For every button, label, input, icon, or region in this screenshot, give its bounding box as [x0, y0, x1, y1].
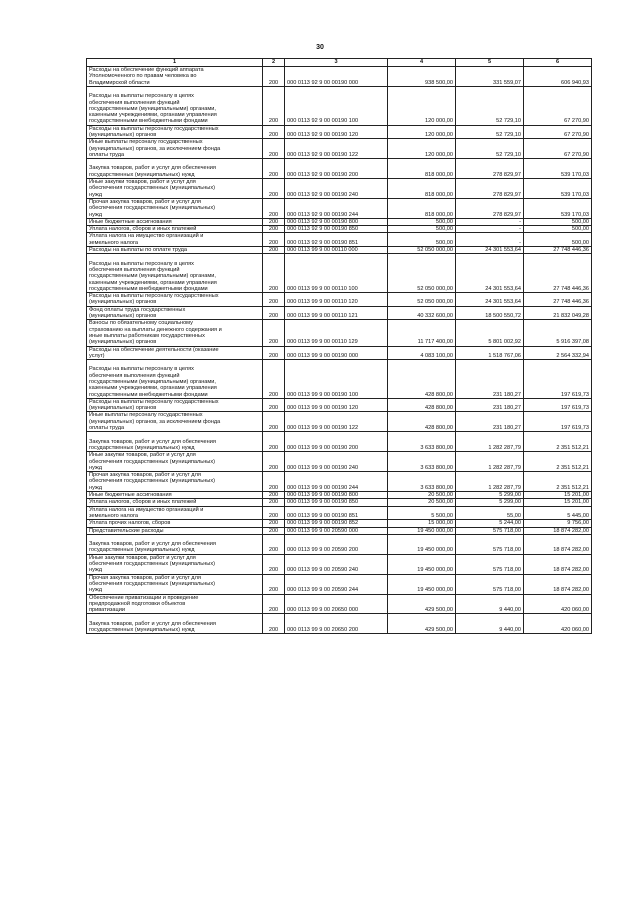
- budget-code-cell: 000 0113 92 9 00 00190 800: [285, 218, 388, 225]
- unexecuted-amount-cell: 539 170,03: [524, 179, 592, 199]
- executed-amount-cell: 331 559,07: [456, 67, 524, 87]
- unexecuted-amount-cell: 2 351 512,21: [524, 472, 592, 492]
- expense-name-cell: Уплата налога на имущество организаций и земельного налога: [87, 506, 263, 520]
- line-code-cell: 200: [263, 218, 285, 225]
- approved-amount-cell: 428 800,00: [388, 398, 456, 412]
- approved-amount-cell: 3 633 800,00: [388, 472, 456, 492]
- executed-amount-cell: 24 301 553,64: [456, 293, 524, 307]
- expense-name-cell: Расходы на выплаты персоналу в целях обеспечения выполнения функций государственными (муниципальными) органами, казенными учреждениями, органами управления государственными внебюджетными фондами: [87, 86, 263, 125]
- table-row: [87, 139, 592, 159]
- expense-name-cell: Расходы на выплаты по оплате труда: [87, 247, 263, 254]
- line-code-cell: 200: [263, 159, 285, 179]
- approved-amount-cell: 818 000,00: [388, 198, 456, 218]
- approved-amount-cell: 120 000,00: [388, 125, 456, 139]
- expense-name-cell: Представительские расходы: [87, 527, 263, 534]
- unexecuted-amount-cell: 67 270,90: [524, 86, 592, 125]
- expense-name-cell: Взносы по обязательному социальному страхованию на выплаты денежного содержания и иные выплаты работникам государственных (муниципальных) органов: [87, 320, 263, 346]
- table-row: [87, 614, 592, 634]
- executed-amount-cell: 55,00: [456, 506, 524, 520]
- executed-amount-cell: 24 301 553,64: [456, 254, 524, 293]
- expense-name-cell: Иные закупки товаров, работ и услуг для обеспечения государственных (муниципальных) нужд: [87, 179, 263, 199]
- executed-amount-cell: 52 729,10: [456, 86, 524, 125]
- budget-code-cell: 000 0113 92 9 00 00190 200: [285, 159, 388, 179]
- column-header: 2: [263, 59, 285, 67]
- expense-name-cell: Расходы на выплаты персоналу государственных (муниципальных) органов: [87, 398, 263, 412]
- approved-amount-cell: 20 500,00: [388, 499, 456, 506]
- line-code-cell: 200: [263, 594, 285, 614]
- unexecuted-amount-cell: 197 619,73: [524, 412, 592, 432]
- unexecuted-amount-cell: 27 748 446,36: [524, 293, 592, 307]
- expense-name-cell: Закупка товаров, работ и услуг для обеспечения государственных (муниципальных) нужд: [87, 534, 263, 554]
- unexecuted-amount-cell: 18 874 282,00: [524, 554, 592, 574]
- budget-code-cell: 000 0113 99 9 00 00190 200: [285, 432, 388, 452]
- budget-code-cell: 000 0113 99 9 00 00190 122: [285, 412, 388, 432]
- unexecuted-amount-cell: 539 170,03: [524, 198, 592, 218]
- expense-name-cell: Расходы на выплаты персоналу в целях обеспечения выполнения функций государственными (муниципальными) органами, казенными учреждениями, органами управления государственными внебюджетными фондами: [87, 254, 263, 293]
- table-row: [87, 554, 592, 574]
- line-code-cell: 200: [263, 452, 285, 472]
- approved-amount-cell: 19 450 000,00: [388, 527, 456, 534]
- expense-name-cell: Обеспечение приватизации и проведение предпродажной подготовки объектов приватизации: [87, 594, 263, 614]
- table-body: [87, 67, 592, 634]
- table-row: [87, 125, 592, 139]
- table-row: [87, 432, 592, 452]
- budget-code-cell: 000 0113 92 9 00 00190 244: [285, 198, 388, 218]
- line-code-cell: 200: [263, 412, 285, 432]
- line-code-cell: 200: [263, 506, 285, 520]
- unexecuted-amount-cell: 420 060,00: [524, 614, 592, 634]
- expense-name-cell: Уплата налога на имущество организаций и земельного налога: [87, 233, 263, 247]
- budget-code-cell: 000 0113 99 9 00 20590 240: [285, 554, 388, 574]
- unexecuted-amount-cell: 539 170,03: [524, 159, 592, 179]
- budget-code-cell: 000 0113 92 9 00 00190 850: [285, 226, 388, 233]
- budget-code-cell: 000 0113 92 9 00 00190 000: [285, 67, 388, 87]
- approved-amount-cell: 120 000,00: [388, 139, 456, 159]
- table-row: [87, 320, 592, 346]
- budget-code-cell: 000 0113 92 9 00 00190 851: [285, 233, 388, 247]
- budget-code-cell: 000 0113 99 9 00 00190 852: [285, 520, 388, 527]
- executed-amount-cell: 1 282 287,79: [456, 452, 524, 472]
- column-header: 6: [524, 59, 592, 67]
- expense-name-cell: Прочая закупка товаров, работ и услуг для обеспечения государственных (муниципальных) нужд: [87, 472, 263, 492]
- line-code-cell: 200: [263, 67, 285, 87]
- approved-amount-cell: 52 050 000,00: [388, 254, 456, 293]
- budget-code-cell: 000 0113 99 9 00 00110 100: [285, 254, 388, 293]
- expense-name-cell: Иные закупки товаров, работ и услуг для обеспечения государственных (муниципальных) нужд: [87, 452, 263, 472]
- budget-code-cell: 000 0113 99 9 00 00190 800: [285, 492, 388, 499]
- approved-amount-cell: 15 000,00: [388, 520, 456, 527]
- budget-code-cell: 000 0113 99 9 00 20650 200: [285, 614, 388, 634]
- approved-amount-cell: 19 450 000,00: [388, 574, 456, 594]
- budget-code-cell: 000 0113 99 9 00 00190 240: [285, 452, 388, 472]
- table-row: [87, 412, 592, 432]
- line-code-cell: 200: [263, 574, 285, 594]
- budget-code-cell: 000 0113 99 9 00 20590 000: [285, 527, 388, 534]
- budget-code-cell: 000 0113 99 9 00 00110 129: [285, 320, 388, 346]
- expense-name-cell: Иные бюджетные ассигнования: [87, 492, 263, 499]
- budget-code-cell: 000 0113 99 9 00 00190 100: [285, 360, 388, 399]
- approved-amount-cell: 5 500,00: [388, 506, 456, 520]
- executed-amount-cell: 231 180,27: [456, 360, 524, 399]
- table-row: [87, 527, 592, 534]
- table-row: [87, 254, 592, 293]
- line-code-cell: 200: [263, 472, 285, 492]
- expense-name-cell: Уплата прочих налогов, сборов: [87, 520, 263, 527]
- table-row: [87, 574, 592, 594]
- approved-amount-cell: 52 050 000,00: [388, 293, 456, 307]
- budget-code-cell: 000 0113 92 9 00 00190 122: [285, 139, 388, 159]
- line-code-cell: 200: [263, 293, 285, 307]
- expense-name-cell: Уплата налогов, сборов и иных платежей: [87, 226, 263, 233]
- unexecuted-amount-cell: 2 351 512,21: [524, 432, 592, 452]
- table-row: [87, 306, 592, 320]
- line-code-cell: 200: [263, 346, 285, 360]
- approved-amount-cell: 120 000,00: [388, 86, 456, 125]
- line-code-cell: 200: [263, 520, 285, 527]
- executed-amount-cell: 5 801 002,92: [456, 320, 524, 346]
- line-code-cell: 200: [263, 499, 285, 506]
- executed-amount-cell: -: [456, 233, 524, 247]
- executed-amount-cell: 5 244,00: [456, 520, 524, 527]
- budget-code-cell: 000 0113 99 9 00 20590 244: [285, 574, 388, 594]
- expense-name-cell: Иные выплаты персоналу государственных (муниципальных) органов, за исключением фонда оплаты труда: [87, 139, 263, 159]
- expense-name-cell: Расходы на обеспечение деятельности (оказание услуг): [87, 346, 263, 360]
- column-header: 4: [388, 59, 456, 67]
- table-row: [87, 179, 592, 199]
- executed-amount-cell: 9 440,00: [456, 614, 524, 634]
- expense-name-cell: Фонд оплаты труда государственных (муниципальных) органов: [87, 306, 263, 320]
- table-row: [87, 452, 592, 472]
- unexecuted-amount-cell: 21 832 049,28: [524, 306, 592, 320]
- budget-code-cell: 000 0113 99 9 00 20590 200: [285, 534, 388, 554]
- table-row: [87, 506, 592, 520]
- line-code-cell: 200: [263, 125, 285, 139]
- line-code-cell: 200: [263, 254, 285, 293]
- approved-amount-cell: 500,00: [388, 233, 456, 247]
- expense-name-cell: Расходы на обеспечение функций аппарата Уполномоченного по правам человека во Владимирской области: [87, 67, 263, 87]
- executed-amount-cell: -: [456, 218, 524, 225]
- table-row: [87, 346, 592, 360]
- executed-amount-cell: 575 718,00: [456, 527, 524, 534]
- approved-amount-cell: 11 717 400,00: [388, 320, 456, 346]
- unexecuted-amount-cell: 27 748 446,36: [524, 247, 592, 254]
- table-row: [87, 218, 592, 225]
- approved-amount-cell: 3 633 800,00: [388, 432, 456, 452]
- table-row: [87, 293, 592, 307]
- approved-amount-cell: 938 500,00: [388, 67, 456, 87]
- expense-name-cell: Иные выплаты персоналу государственных (муниципальных) органов, за исключением фонда оплаты труда: [87, 412, 263, 432]
- budget-code-cell: 000 0113 99 9 00 00190 244: [285, 472, 388, 492]
- unexecuted-amount-cell: 420 060,00: [524, 594, 592, 614]
- line-code-cell: 200: [263, 139, 285, 159]
- expense-name-cell: Прочая закупка товаров, работ и услуг для обеспечения государственных (муниципальных) нужд: [87, 574, 263, 594]
- approved-amount-cell: 19 450 000,00: [388, 534, 456, 554]
- unexecuted-amount-cell: 500,00: [524, 218, 592, 225]
- unexecuted-amount-cell: 67 270,90: [524, 139, 592, 159]
- budget-code-cell: 000 0113 99 9 00 00110 000: [285, 247, 388, 254]
- unexecuted-amount-cell: 9 756,00: [524, 520, 592, 527]
- approved-amount-cell: 429 500,00: [388, 594, 456, 614]
- column-header: 3: [285, 59, 388, 67]
- table-row: [87, 247, 592, 254]
- executed-amount-cell: 18 500 550,72: [456, 306, 524, 320]
- approved-amount-cell: 500,00: [388, 218, 456, 225]
- unexecuted-amount-cell: 27 748 446,36: [524, 254, 592, 293]
- executed-amount-cell: 278 829,97: [456, 198, 524, 218]
- line-code-cell: 200: [263, 233, 285, 247]
- unexecuted-amount-cell: 5 445,00: [524, 506, 592, 520]
- budget-code-cell: 000 0113 99 9 00 00190 851: [285, 506, 388, 520]
- unexecuted-amount-cell: 500,00: [524, 233, 592, 247]
- budget-code-cell: 000 0113 92 9 00 00190 100: [285, 86, 388, 125]
- table-row: [87, 198, 592, 218]
- line-code-cell: 200: [263, 179, 285, 199]
- unexecuted-amount-cell: 2 351 512,21: [524, 452, 592, 472]
- table-row: [87, 594, 592, 614]
- executed-amount-cell: 5 299,00: [456, 499, 524, 506]
- unexecuted-amount-cell: 15 201,00: [524, 492, 592, 499]
- approved-amount-cell: 52 050 000,00: [388, 247, 456, 254]
- expense-name-cell: Закупка товаров, работ и услуг для обеспечения государственных (муниципальных) нужд: [87, 614, 263, 634]
- approved-amount-cell: 818 000,00: [388, 179, 456, 199]
- executed-amount-cell: 1 282 287,79: [456, 472, 524, 492]
- expense-name-cell: Расходы на выплаты персоналу государственных (муниципальных) органов: [87, 125, 263, 139]
- executed-amount-cell: 1 282 287,79: [456, 432, 524, 452]
- approved-amount-cell: 4 083 100,00: [388, 346, 456, 360]
- table-header-row: [87, 59, 592, 67]
- approved-amount-cell: 818 000,00: [388, 159, 456, 179]
- executed-amount-cell: 5 299,00: [456, 492, 524, 499]
- expense-name-cell: Иные закупки товаров, работ и услуг для обеспечения государственных (муниципальных) нужд: [87, 554, 263, 574]
- executed-amount-cell: 575 718,00: [456, 534, 524, 554]
- executed-amount-cell: 9 440,00: [456, 594, 524, 614]
- budget-code-cell: 000 0113 99 9 00 00190 000: [285, 346, 388, 360]
- executed-amount-cell: 1 518 767,06: [456, 346, 524, 360]
- table-row: [87, 398, 592, 412]
- line-code-cell: 200: [263, 534, 285, 554]
- unexecuted-amount-cell: 197 619,73: [524, 398, 592, 412]
- executed-amount-cell: 52 729,10: [456, 125, 524, 139]
- unexecuted-amount-cell: 18 874 282,00: [524, 534, 592, 554]
- table-row: [87, 534, 592, 554]
- line-code-cell: 200: [263, 360, 285, 399]
- line-code-cell: 200: [263, 398, 285, 412]
- line-code-cell: 200: [263, 320, 285, 346]
- budget-execution-table: [86, 58, 592, 634]
- table-row: [87, 233, 592, 247]
- budget-code-cell: 000 0113 92 9 00 00190 120: [285, 125, 388, 139]
- table-row: [87, 86, 592, 125]
- expense-name-cell: Прочая закупка товаров, работ и услуг для обеспечения государственных (муниципальных) нужд: [87, 198, 263, 218]
- budget-code-cell: 000 0113 99 9 00 00110 121: [285, 306, 388, 320]
- approved-amount-cell: 428 800,00: [388, 412, 456, 432]
- unexecuted-amount-cell: 15 201,00: [524, 499, 592, 506]
- page-number: 30: [316, 44, 324, 51]
- line-code-cell: 200: [263, 247, 285, 254]
- unexecuted-amount-cell: 500,00: [524, 226, 592, 233]
- budget-code-cell: 000 0113 99 9 00 00110 120: [285, 293, 388, 307]
- table-row: [87, 67, 592, 87]
- unexecuted-amount-cell: 67 270,90: [524, 125, 592, 139]
- approved-amount-cell: 19 450 000,00: [388, 554, 456, 574]
- executed-amount-cell: 231 180,27: [456, 412, 524, 432]
- line-code-cell: 200: [263, 198, 285, 218]
- approved-amount-cell: 40 332 600,00: [388, 306, 456, 320]
- column-header: 1: [87, 59, 263, 67]
- table-row: [87, 499, 592, 506]
- executed-amount-cell: 52 729,10: [456, 139, 524, 159]
- line-code-cell: 200: [263, 527, 285, 534]
- executed-amount-cell: -: [456, 226, 524, 233]
- budget-code-cell: 000 0113 99 9 00 00190 120: [285, 398, 388, 412]
- budget-code-cell: 000 0113 99 9 00 20650 000: [285, 594, 388, 614]
- approved-amount-cell: 500,00: [388, 226, 456, 233]
- table-row: [87, 492, 592, 499]
- unexecuted-amount-cell: 18 874 282,00: [524, 574, 592, 594]
- expense-name-cell: Закупка товаров, работ и услуг для обеспечения государственных (муниципальных) нужд: [87, 159, 263, 179]
- approved-amount-cell: 429 500,00: [388, 614, 456, 634]
- executed-amount-cell: 278 829,97: [456, 179, 524, 199]
- approved-amount-cell: 428 800,00: [388, 360, 456, 399]
- unexecuted-amount-cell: 606 940,93: [524, 67, 592, 87]
- line-code-cell: 200: [263, 86, 285, 125]
- executed-amount-cell: 278 829,97: [456, 159, 524, 179]
- line-code-cell: 200: [263, 492, 285, 499]
- table-row: [87, 360, 592, 399]
- executed-amount-cell: 231 180,27: [456, 398, 524, 412]
- line-code-cell: 200: [263, 432, 285, 452]
- budget-code-cell: 000 0113 99 9 00 00190 850: [285, 499, 388, 506]
- expense-name-cell: Расходы на выплаты персоналу в целях обеспечения выполнения функций государственными (муниципальными) органами, казенными учреждениями, органами управления государственными внебюджетными фондами: [87, 360, 263, 399]
- line-code-cell: 200: [263, 554, 285, 574]
- line-code-cell: 200: [263, 306, 285, 320]
- expense-name-cell: Иные бюджетные ассигнования: [87, 218, 263, 225]
- table-row: [87, 520, 592, 527]
- expense-name-cell: Закупка товаров, работ и услуг для обеспечения государственных (муниципальных) нужд: [87, 432, 263, 452]
- table-row: [87, 226, 592, 233]
- unexecuted-amount-cell: 197 619,73: [524, 360, 592, 399]
- unexecuted-amount-cell: 2 564 332,94: [524, 346, 592, 360]
- table-row: [87, 472, 592, 492]
- line-code-cell: 200: [263, 614, 285, 634]
- budget-code-cell: 000 0113 92 9 00 00190 240: [285, 179, 388, 199]
- executed-amount-cell: 24 301 553,64: [456, 247, 524, 254]
- unexecuted-amount-cell: 18 874 282,00: [524, 527, 592, 534]
- table-row: [87, 159, 592, 179]
- expense-name-cell: Расходы на выплаты персоналу государственных (муниципальных) органов: [87, 293, 263, 307]
- executed-amount-cell: 575 718,00: [456, 574, 524, 594]
- executed-amount-cell: 575 718,00: [456, 554, 524, 574]
- expense-name-cell: Уплата налогов, сборов и иных платежей: [87, 499, 263, 506]
- line-code-cell: 200: [263, 226, 285, 233]
- approved-amount-cell: 3 633 800,00: [388, 452, 456, 472]
- approved-amount-cell: 20 500,00: [388, 492, 456, 499]
- unexecuted-amount-cell: 5 916 397,08: [524, 320, 592, 346]
- column-header: 5: [456, 59, 524, 67]
